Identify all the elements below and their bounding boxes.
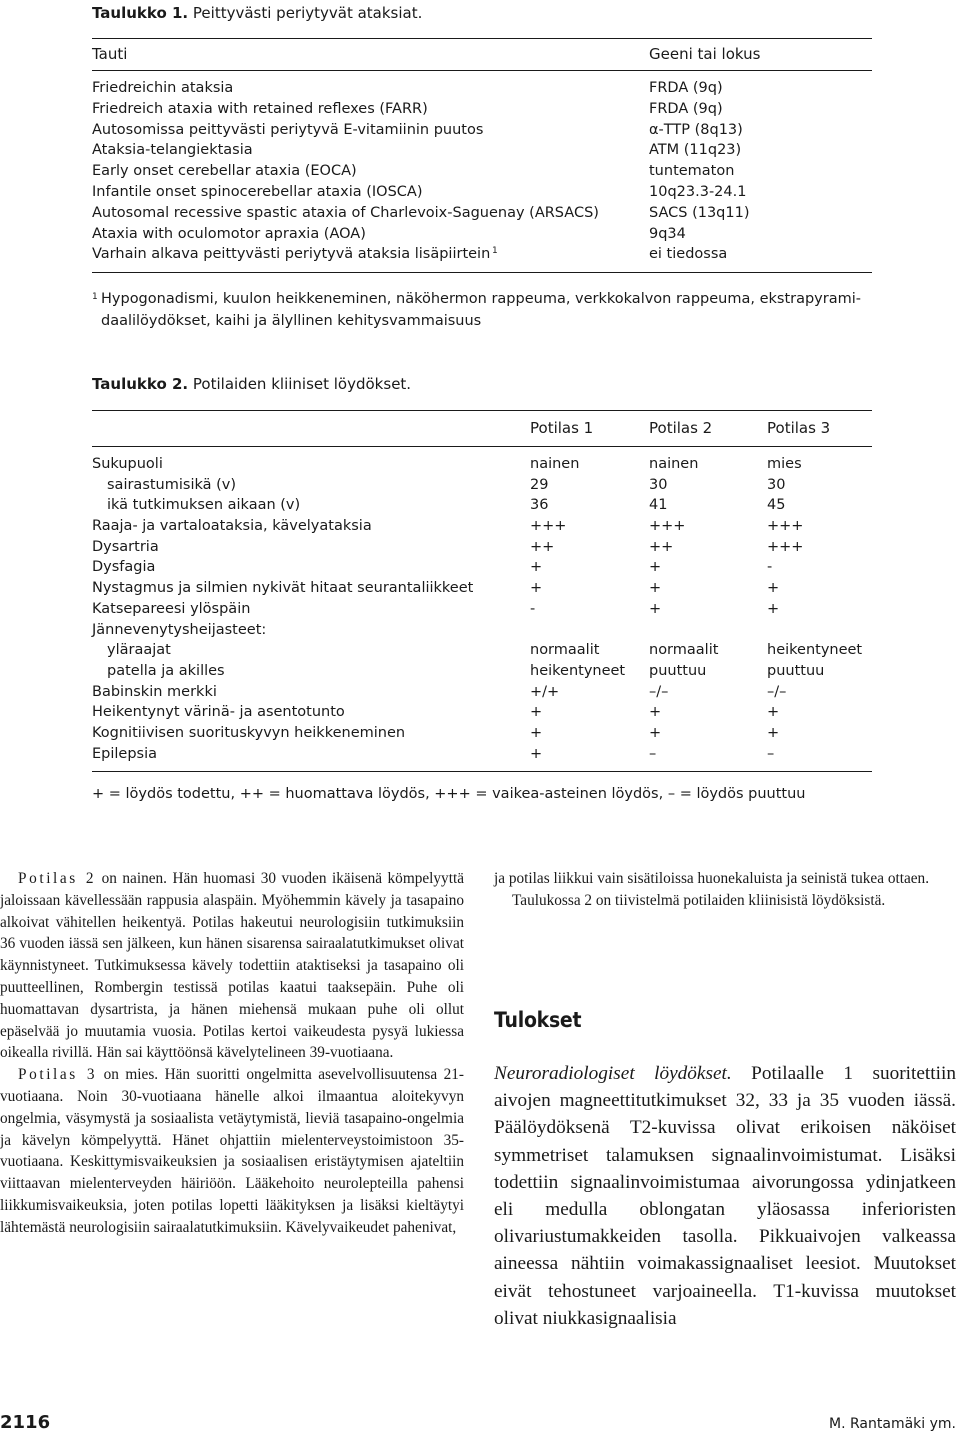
patient-2-text: on nainen. Hän huomasi 30 vuoden ikäisenä kömpelyyttä jaloissaan kävellessään rappusia alaspäin. Myöhemmin kävely ja tasapaino alkoivat vähitellen heikentyä. Potilas hakeutui neurologisiin tutkimuksiin 36 vuoden iässä sen jälkeen, kun hänen sisarensa sairaalatutkimukset olivat käynnistyneet. Tutkimuksessa kävely todettiin ataktiseksi ja tasapaino oli puutteellinen, Rombergin testissä potilas kaatui taaksepäin. Puhe oli huomattavan dysartrista, ja hänen miehensä mukaan puhe oli ollut epäselvää jo muutamia vuosia. Potilas kertoi vaikeudesta pysyä lukiessa oikealla rivillä. Hän sai käyttöönsä kävelytelineen 39-vuotiaana. (0, 870, 464, 1062)
table2-patient-2-cell: + (649, 724, 662, 741)
table2-patient-2-cell: + (649, 704, 662, 721)
author-footer: M. Rantamäki ym. (829, 1416, 956, 1432)
table2-label-cell: patella ja akilles (107, 662, 225, 679)
paragraph-continuation: ja potilas liikkui vain sisätiloissa huonekaluista ja seinistä tukea ottaen. (494, 870, 930, 887)
table2-row (92, 704, 872, 725)
table1-body (92, 80, 872, 267)
table2-patient-1-cell: + (530, 559, 543, 576)
table2-header-patient-3: Potilas 3 (767, 419, 831, 437)
table2-patient-2-cell: ++ (649, 538, 674, 555)
table2-patient-1-cell: 29 (530, 476, 549, 493)
paragraph-table-reference: Taulukossa 2 on tiivistelmä potilaiden kliinisistä löydöksistä. (512, 891, 886, 909)
table2-row (92, 559, 872, 580)
table1-top-rule (92, 38, 872, 39)
table2-patient-3-cell: + (767, 600, 780, 617)
table1-locus-cell: α-TTP (8q13) (649, 121, 743, 138)
table2-patient-1-cell: heikentyneet (530, 662, 626, 679)
table2-top-rule (92, 410, 872, 411)
table2-patient-3-cell: +++ (767, 518, 804, 535)
table2-row (92, 746, 872, 767)
table2-patient-1-cell: + (530, 724, 543, 741)
table1-disease-cell: Ataksia-telangiektasia (92, 142, 253, 159)
table2-patient-2-cell: + (649, 600, 662, 617)
table1-locus-cell: FRDA (9q) (649, 80, 723, 96)
table1-row (92, 142, 872, 163)
table2-label-cell: Sukupuoli (92, 456, 163, 472)
table2-header-patient-1: Potilas 1 (530, 419, 594, 437)
table1-locus-cell: SACS (13q11) (649, 204, 750, 221)
table2-patient-1-cell: ++ (530, 538, 555, 555)
table2-patient-2-cell: +++ (649, 518, 686, 535)
table2-row (92, 539, 872, 560)
table1-row (92, 122, 872, 143)
table2-row (92, 518, 872, 539)
table1-header-disease: Tauti (92, 45, 128, 63)
table1-locus-cell: 9q34 (649, 225, 686, 242)
table2-patient-2-cell: puuttuu (649, 662, 707, 679)
table1-disease-cell: Friedreich ataxia with retained reflexes (FARR) (92, 100, 428, 117)
table2-patient-3-cell: +++ (767, 538, 804, 555)
patient-2-lead: Potilas 2 (18, 870, 97, 887)
table2-patient-2-cell: –/– (649, 683, 669, 700)
table2-label-cell: Kognitiivisen suorituskyvyn heikkeneminen (92, 724, 406, 741)
patient-3-lead: Potilas 3 (18, 1066, 98, 1084)
table2-label-cell: Heikentynyt värinä- ja asentotunto (92, 704, 345, 721)
footnote-line-2: daalilöydökset, kaihi ja älyllinen kehitysvammaisuus (101, 313, 482, 329)
table2-label-cell: Dysfagia (92, 559, 156, 576)
table2-row (92, 497, 872, 518)
table2-patient-3-cell: + (767, 724, 780, 741)
table2-legend: + = löydös todettu, ++ = huomattava löydös, +++ = vaikea-asteinen löydös, – = löydös puuttuu (92, 786, 806, 802)
table2-caption-label: Taulukko 2. (92, 375, 189, 393)
table2-patient-1-cell: + (530, 580, 543, 597)
table2-row (92, 580, 872, 601)
table2-patient-3-cell: –/– (767, 683, 787, 700)
table1-row: Varhain alkava peittyvästi periytyvä ataksia lisäpiirtein 1 ei tiedossa (92, 246, 728, 263)
left-column (0, 868, 464, 1239)
table1-row (92, 184, 872, 205)
table2-caption-text: Potilaiden kliiniset löydökset. (192, 375, 412, 393)
table1-locus-cell: FRDA (9q) (649, 100, 723, 117)
table2-label-cell: ikä tutkimuksen aikaan (v) (107, 497, 301, 514)
table1-row (92, 101, 872, 122)
table2-patient-1-cell: 36 (530, 497, 549, 514)
table2-patient-3-cell: + (767, 580, 780, 597)
table2-patient-1-cell: - (530, 600, 536, 617)
table2-label-cell: Epilepsia (92, 745, 158, 762)
table2-patient-3-cell: mies (767, 456, 802, 472)
table2-header-patient-2: Potilas 2 (649, 419, 713, 437)
table2-patient-3-cell: puuttuu (767, 662, 825, 679)
table2-patient-2-cell: – (649, 745, 657, 762)
paragraph-patient-3 (0, 1064, 464, 1238)
table1-disease-cell: Varhain alkava peittyvästi periytyvä ataksia lisäpiirtein (92, 246, 491, 263)
right-column-top (494, 868, 956, 912)
table2-patient-3-cell: 30 (767, 476, 786, 493)
neuroradiology-lead: Neuroradiologiset löydökset. (494, 1063, 732, 1084)
table2-row (92, 642, 872, 663)
paragraph-patient-2 (0, 868, 464, 1064)
table1-disease-cell: Infantile onset spinocerebellar ataxia (IOSCA) (92, 183, 423, 200)
table2-row (92, 622, 872, 643)
table1-header-locus: Geeni tai lokus (649, 45, 761, 63)
table2-row (92, 663, 872, 684)
table2-patient-3-cell: - (767, 559, 773, 576)
table1-row (92, 205, 872, 226)
table2-label-cell: Dysartria (92, 538, 159, 555)
table1-caption-text: Peittyvästi periytyvät ataksiat. (192, 4, 423, 22)
table1-disease-cell: Early onset cerebellar ataxia (EOCA) (92, 163, 357, 180)
table2-label-cell: Katsepareesi ylöspäin (92, 600, 251, 617)
table2-patient-1-cell: +/+ (530, 683, 560, 700)
table2-row (92, 725, 872, 746)
table1-disease-cell: Autosomal recessive spastic ataxia of Charlevoix-Saguenay (ARSACS) (92, 204, 599, 221)
table2-patient-3-cell: heikentyneet (767, 642, 863, 659)
table2-patient-1-cell: nainen (530, 456, 580, 472)
table1-locus-cell: ei tiedossa (649, 246, 728, 263)
table2-label-cell: sairastumisikä (v) (107, 476, 237, 493)
table2-row (92, 684, 872, 705)
table2-row (92, 601, 872, 622)
patient-3-text: on mies. Hän suoritti ongelmitta asevelvollisuutensa 21-vuotiaana. Noin 30-vuotiaana hänelle alkoi ilmaantua aloitekyvyn ongelmia, väsymystä ja sosiaalista vetäytymistä, lieviä tasapaino-ongelmia ja kävelyn kömpelyyttä. Hänet ohjattiin mielenterveystoimistoon 35-vuotiaana. Keskittymisvaikeuksien ja sosiaalisen eristäytymisen ajateltiin viittaavan mielenterveyden häiriöön. Lääkehoito neurolepteilla pahensi liikkumisvaikeuksia, joten potilas lopetti lääkityksen ja lisäksi kieltäytyi lähtemästä neurologisiin sairaalatutkimuksiin. Kävelyvaikeudet pahenivat, (0, 1066, 464, 1236)
table2-patient-1-cell: + (530, 704, 543, 721)
table2-row (92, 456, 872, 477)
table1-footnote (92, 288, 892, 332)
table2-patient-2-cell: 41 (649, 497, 668, 514)
table2-patient-2-cell: + (649, 559, 662, 576)
table1-header-rule (92, 70, 872, 71)
table2-patient-3-cell: – (767, 745, 775, 762)
table2-patient-1-cell: + (530, 745, 543, 762)
table2-patient-3-cell: 45 (767, 497, 786, 514)
table2-patient-1-cell: +++ (530, 518, 567, 535)
right-column-results (494, 1060, 956, 1332)
table2-header-rule (92, 446, 872, 447)
table1-caption (92, 4, 422, 22)
table1-row (92, 226, 872, 247)
neuroradiology-text: Potilaalle 1 suoritettiin aivojen magneettitutkimukset 32, 33 ja 35 vuoden iässä. Päälöydöksenä T2-kuvissa olivat erikoisen näköiset symmetriset talamuksen signaalinvoimistumat. Lisäksi todettiin signaalinvoimistumaa aivorungossa ydinjatkeen eli medulla oblongatan yläosassa inferioristen olivariustumakkeiden tasolla. Pikkuaivojen valkeassa aineessa nähtiin voimakassignaaliset leesiot. Muutokset eivät tehostuneet varjoaineella. T1-kuvissa muutokset olivat niukkasignaalisia (494, 1063, 956, 1329)
table1-bottom-rule (92, 272, 872, 273)
table1-locus-cell: tuntematon (649, 163, 735, 180)
table1-disease-cell: Ataxia with oculomotor apraxia (AOA) (92, 225, 366, 242)
table2-body (92, 456, 872, 766)
table1-disease-cell: Autosomissa peittyvästi periytyvä E-vitamiinin puutos (92, 121, 484, 138)
table2-patient-2-cell: + (649, 580, 662, 597)
page-number: 2116 (0, 1412, 51, 1433)
table2-patient-2-cell: nainen (649, 456, 699, 472)
table1-disease-cell: Friedreichin ataksia (92, 80, 234, 96)
table2-row (92, 477, 872, 498)
table2-label-cell: Jännevenytysheijasteet: (92, 621, 267, 638)
table2-patient-1-cell: normaalit (530, 642, 600, 659)
table2-patient-2-cell: normaalit (649, 642, 719, 659)
table2-label-cell: yläraajat (107, 642, 171, 659)
paragraph-neuroradiology (494, 1060, 956, 1332)
table2-caption (92, 375, 411, 393)
table2-bottom-rule (92, 771, 872, 772)
table1-locus-cell: 10q23.3-24.1 (649, 183, 747, 200)
table2-patient-2-cell: 30 (649, 476, 668, 493)
section-title-results: Tulokset (494, 1008, 582, 1032)
footnote-line-1: Hypogonadismi, kuulon heikkeneminen, näköhermon rappeuma, verkkokalvon rappeuma, ekstrapyrami- (101, 291, 861, 307)
table2-label-cell: Nystagmus ja silmien nykivät hitaat seurantaliikkeet (92, 580, 474, 597)
table2-label-cell: Babinskin merkki (92, 683, 217, 700)
table2-patient-3-cell: + (767, 704, 780, 721)
table2-label-cell: Raaja- ja vartaloataksia, kävelyataksia (92, 518, 372, 535)
table1-caption-label: Taulukko 1. (92, 4, 189, 22)
footnote-marker: 1 (92, 292, 98, 302)
table1-row (92, 163, 872, 184)
table1-locus-cell: ATM (11q23) (649, 142, 742, 159)
table1-row (92, 80, 872, 101)
